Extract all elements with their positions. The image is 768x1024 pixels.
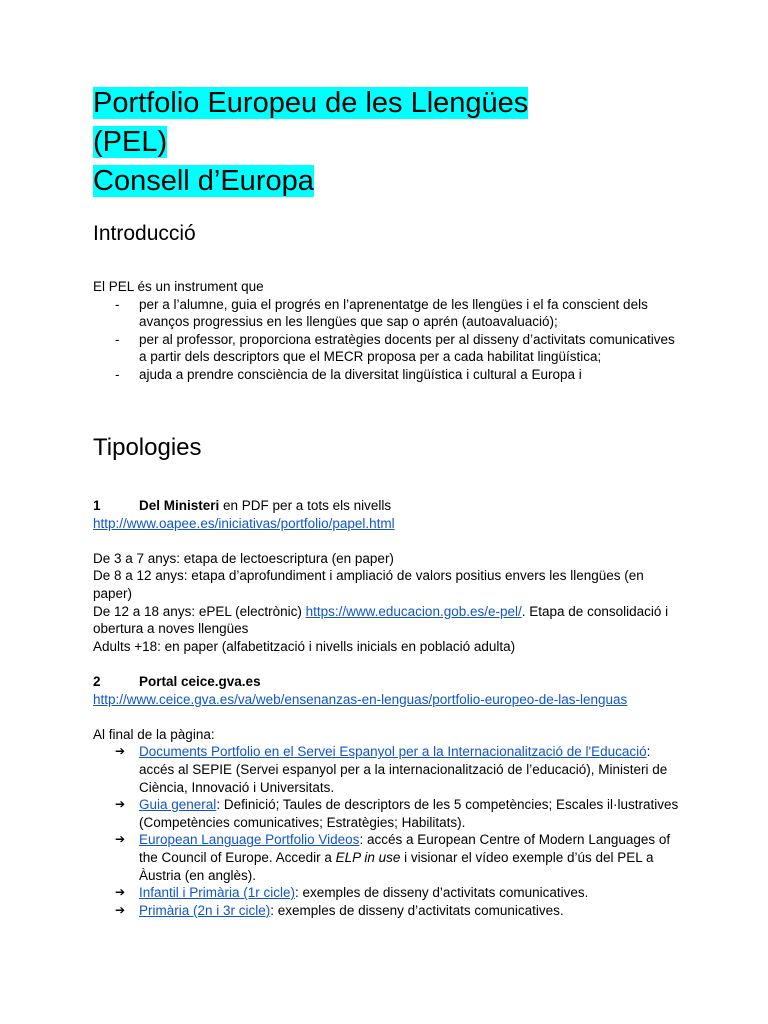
- intro-lead: El PEL és un instrument que: [93, 279, 264, 294]
- intro-list: [93, 296, 683, 384]
- guia-general-link[interactable]: Guia general: [139, 797, 217, 813]
- oapee-link[interactable]: http://www.oapee.es/iniciativas/portfolio/papel.html: [93, 515, 395, 531]
- portal-list: [93, 743, 683, 919]
- tipologies-heading: Tipologies: [93, 434, 202, 461]
- arrow-right-icon: ➔: [115, 797, 126, 812]
- arrow-right-icon: ➔: [115, 885, 126, 900]
- list-item: - per al professor, proporciona estratègies docents per al disseny d’activitats comunicatives a partir dels descriptors que el MECR proposa per a cada habilitat lingüística;: [115, 331, 675, 365]
- section-2-header: [93, 673, 683, 691]
- section-1-header: 1 Del Ministeri en PDF per a tots els nivells: [93, 498, 392, 513]
- title-line-1: Portfolio Europeu de les Llengües: [93, 87, 529, 119]
- list-item: - per a l’alumne, guia el progrés en l’aprenentatge de les llengües i el fa conscient dels avanços progressius en les llengües que sap o aprén (autoavaluació);: [115, 296, 648, 330]
- section-portal: [93, 673, 683, 919]
- age-line-adults: Adults +18: en paper (alfabetització i nivells inicials en població adulta): [93, 638, 516, 654]
- age-line-8-12: De 8 a 12 anys: etapa d’aprofundiment i ampliació de valors positius envers les llengües (en paper): [93, 568, 644, 601]
- section-2-bold: Portal ceice.gva.es: [139, 674, 261, 689]
- intro-section: [93, 278, 683, 384]
- list-item: - ajuda a prendre consciència de la diversitat lingüística i cultural a Europa i: [115, 366, 582, 382]
- arrow-right-icon: ➔: [115, 744, 126, 759]
- list-item: ➔ Primària (2n i 3r cicle): exemples de disseny d’activitats comunicatives.: [115, 902, 564, 918]
- list-item: ➔ Guia general: Definició; Taules de descriptors de les 5 competències; Escales il·lustratives (Competències comunicatives; Estratègies; Habilitats).: [115, 797, 679, 830]
- dash-bullet: -: [115, 296, 120, 312]
- intro-heading: Introducció: [93, 222, 196, 245]
- age-line-12-18: De 12 a 18 anys: ePEL (electrònic) https://www.educacion.gob.es/e-pel/. Etapa de consolidació i obertura a noves llengües: [93, 603, 669, 637]
- title-line-2: (PEL): [93, 126, 168, 158]
- list-item: ➔ Documents Portfolio en el Servei Espanyol per a la Internacionalització de l'Educació: accés al SEPIE (Servei espanyol per a la internacionalització de l’educació), Ministeri de Ciència, Innovació i Universitats.: [115, 744, 668, 795]
- section-2-lead: Al final de la pàgina:: [93, 726, 215, 742]
- title-line-3: Consell d’Europa: [93, 165, 314, 197]
- dash-bullet: -: [115, 366, 120, 382]
- list-item: ➔ European Language Portfolio Videos: accés a European Centre of Modern Languages of the Council of Europe. Accedir a ELP in use i visionar el vídeo exemple d’ús del PEL a Àustria (en anglès).: [115, 832, 671, 883]
- section-1-bold: Del Ministeri: [139, 498, 220, 513]
- documents-portfolio-link[interactable]: Documents Portfolio en el Servei Espanyol per a la Internacionalització de l'Educació: [139, 744, 647, 760]
- infantil-primaria-link[interactable]: Infantil i Primària (1r cicle): [139, 885, 296, 901]
- document-title: [93, 84, 693, 201]
- section-number: 1: [93, 498, 101, 513]
- dash-bullet: -: [115, 331, 120, 347]
- section-ministeri: [93, 497, 683, 655]
- arrow-right-icon: ➔: [115, 832, 126, 847]
- list-item: ➔ Infantil i Primària (1r cicle): exemples de disseny d’activitats comunicatives.: [115, 885, 589, 901]
- section-number: 2: [93, 674, 101, 689]
- primaria-link[interactable]: Primària (2n i 3r cicle): [139, 902, 271, 918]
- arrow-right-icon: ➔: [115, 902, 126, 917]
- age-line-3-7: De 3 a 7 anys: etapa de lectoescriptura (en paper): [93, 550, 394, 566]
- ceice-link[interactable]: http://www.ceice.gva.es/va/web/ensenanzas-en-lenguas/portfolio-europeo-de-las-lenguas: [93, 691, 628, 707]
- elp-videos-link[interactable]: European Language Portfolio Videos: [139, 832, 360, 848]
- epel-link[interactable]: https://www.educacion.gob.es/e-pel/: [305, 603, 522, 619]
